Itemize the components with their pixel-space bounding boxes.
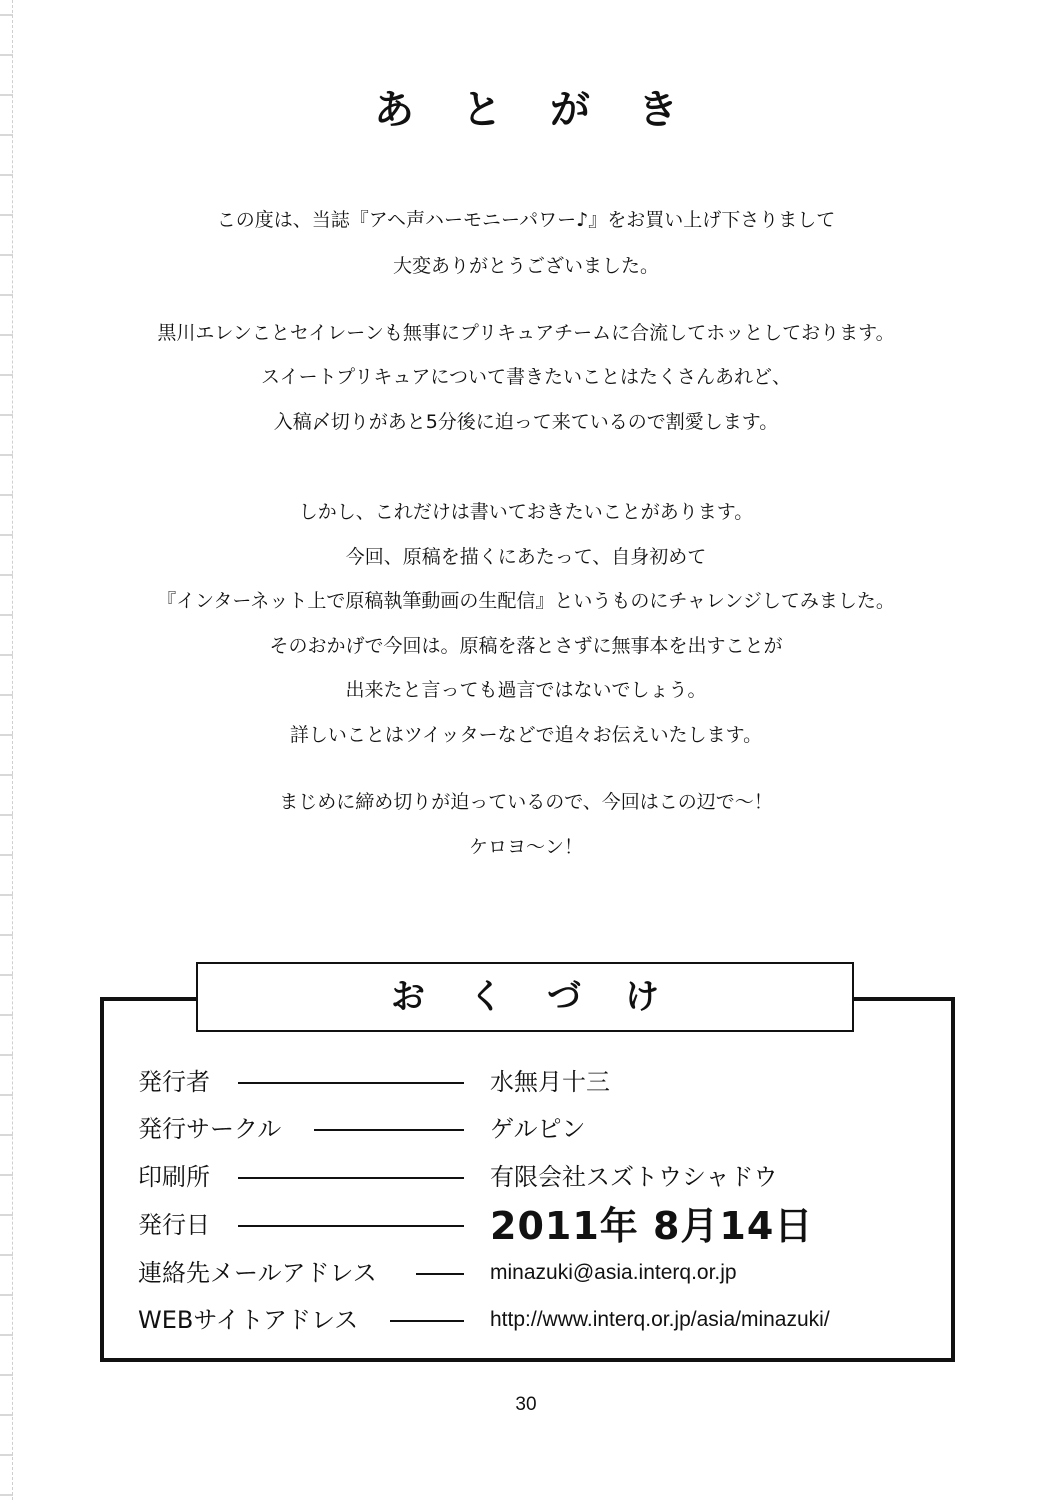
- colophon-row-publisher: [138, 1062, 938, 1102]
- colophon-row-circle: [138, 1109, 938, 1149]
- colophon-value: 2011年 8月14日: [490, 1204, 814, 1248]
- afterword-line: 大変ありがとうございました。: [392, 255, 659, 277]
- page-number: 30: [515, 1394, 537, 1415]
- afterword-line: この度は、当誌『アヘ声ハーモニーパワー♪』をお買い上げ下さりまして: [216, 209, 836, 231]
- colophon-row-date: [138, 1204, 938, 1248]
- colophon-label: WEBサイトアドレス: [138, 1306, 359, 1334]
- afterword-line: 入稿〆切りがあと5分後に迫って来ているので割愛します。: [273, 411, 779, 433]
- colophon-value: 水無月十三: [490, 1068, 610, 1096]
- leader-line: [416, 1273, 464, 1275]
- colophon-row-email: [138, 1253, 938, 1293]
- afterword-line: 今回、原稿を描くにあたって、自身初めて: [345, 546, 707, 568]
- colophon-label: 発行サークル: [138, 1115, 282, 1143]
- afterword-line: スイートプリキュアについて書きたいことはたくさんあれど、: [261, 366, 791, 388]
- afterword-line: 黒川エレンことセイレーンも無事にプリキュアチームに合流してホッとしております。: [157, 322, 895, 344]
- colophon-row-website: [138, 1300, 938, 1340]
- binding-edge: [0, 0, 13, 1500]
- afterword-line: まじめに締め切りが迫っているので、今回はこの辺で〜！: [279, 791, 773, 813]
- colophon-value: http://www.interq.or.jp/asia/minazuki/: [490, 1308, 830, 1331]
- leader-line: [390, 1320, 464, 1322]
- colophon-title: おくづけ: [196, 962, 854, 1032]
- colophon-label: 発行者: [138, 1068, 210, 1096]
- colophon-row-printer: [138, 1157, 938, 1197]
- afterword-line: しかし、これだけは書いておきたいことがあります。: [298, 501, 754, 523]
- leader-line: [238, 1225, 464, 1227]
- colophon-label: 連絡先メールアドレス: [138, 1259, 377, 1287]
- colophon-value: 有限会社スズトウシャドウ: [490, 1163, 778, 1191]
- afterword-line: そのおかげで今回は。原稿を落とさずに無事本を出すことが: [269, 635, 783, 657]
- afterword-line: 詳しいことはツイッターなどで追々お伝えいたします。: [289, 724, 763, 746]
- afterword-line: ケロヨ〜ン！: [468, 836, 583, 858]
- colophon-value: ゲルピン: [490, 1115, 586, 1143]
- colophon-label: 印刷所: [138, 1163, 210, 1191]
- leader-line: [238, 1082, 464, 1084]
- afterword-line: 出来たと言っても過言ではないでしょう。: [345, 679, 707, 701]
- leader-line: [238, 1177, 464, 1179]
- colophon-label: 発行日: [138, 1211, 210, 1239]
- afterword-title: あとがき: [374, 86, 726, 133]
- leader-line: [314, 1129, 464, 1131]
- afterword-line: 『インターネット上で原稿執筆動画の生配信』というものにチャレンジしてみました。: [157, 590, 895, 612]
- colophon-value: minazuki@asia.interq.or.jp: [490, 1261, 737, 1284]
